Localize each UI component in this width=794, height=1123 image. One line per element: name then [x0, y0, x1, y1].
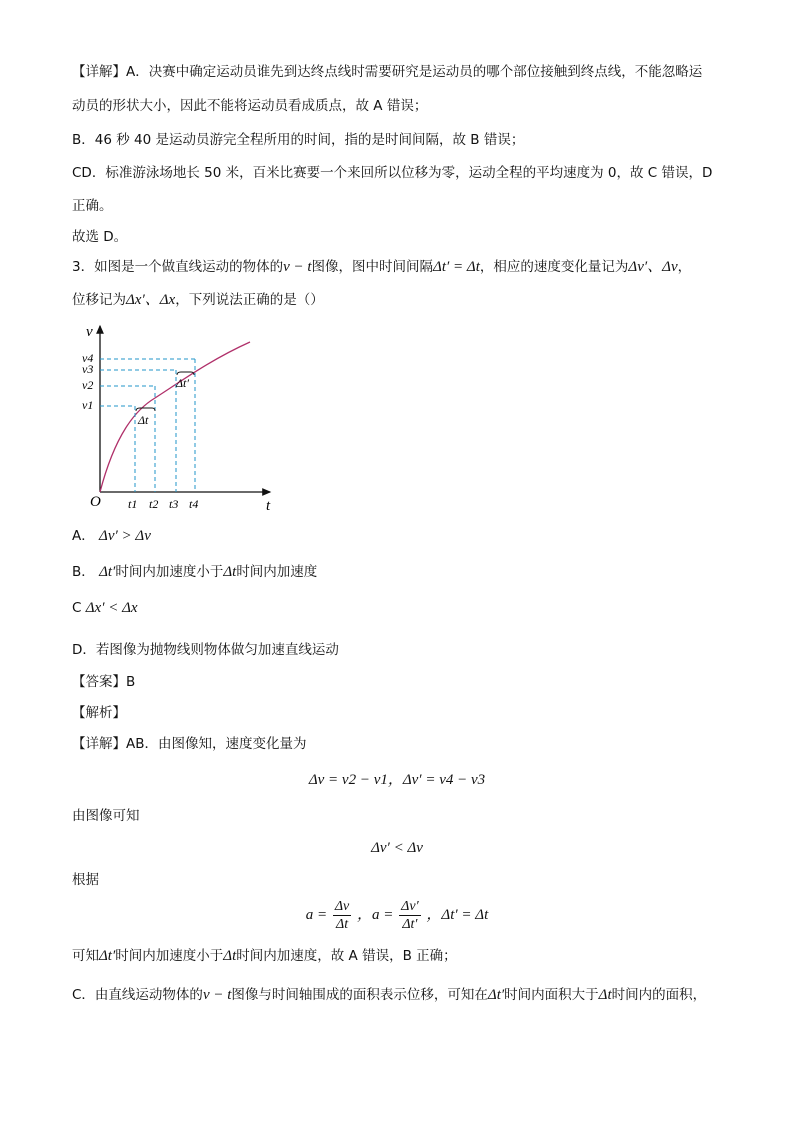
brace-dtp-label: Δt′	[176, 376, 190, 390]
equation-delta-v: Δv = v2 − v1，Δv′ = v4 − v3	[308, 772, 486, 788]
equation-dv-compare: Δv′ < Δv	[371, 840, 423, 856]
paragraph-detail-a: 【详解】A．决赛中确定运动员谁先到达终点线时需要研究是运动员的哪个部位接触到终点线，不能忽略运	[72, 64, 703, 80]
option-c: C Δx′ < Δx	[72, 600, 138, 616]
option-b: B． Δt′时间内加速度小于Δt时间内加速度	[72, 564, 318, 580]
v4-label: v4	[82, 351, 94, 365]
paragraph-detail-b: B．46 秒 40 是运动员游完全程所用的时间，指的是时间间隔，故 B 错误；	[72, 132, 525, 148]
axis-v-label: v	[86, 324, 93, 340]
v3-label: v3	[82, 362, 94, 376]
detail-ab: 【详解】AB．由图像知，速度变化量为	[72, 736, 307, 752]
t4-label: t4	[189, 497, 199, 511]
detail-from-graph: 由图像可知	[72, 808, 140, 824]
analysis-heading: 【解析】	[72, 705, 126, 721]
velocity-curve	[100, 342, 250, 492]
detail-c: C．由直线运动物体的v − t图像与时间轴围成的面积表示位移，可知在Δt′时间内面积大于Δt时间内的面积，	[72, 987, 707, 1003]
paragraph-detail-cd-cont: 正确。	[72, 198, 113, 214]
detail-according: 根据	[72, 872, 99, 888]
paragraph-detail-cd: CD．标准游泳场地长 50 米，百米比赛要一个来回所以位移为零，运动全程的平均速度为 0，故 C 错误，D	[72, 165, 713, 181]
option-d: D．若图像为抛物线则物体做匀加速直线运动	[72, 642, 339, 658]
option-a: A． Δv′ > Δv	[72, 528, 151, 544]
t1-label: t1	[128, 497, 138, 511]
t3-label: t3	[169, 497, 179, 511]
t2-label: t2	[149, 497, 159, 511]
v2-label: v2	[82, 378, 94, 392]
origin-label: O	[90, 494, 101, 510]
paragraph-detail-a-cont: 动员的形状大小，因此不能将运动员看成质点，故 A 错误；	[72, 98, 428, 114]
v1-label: v1	[82, 398, 94, 412]
axis-t-label: t	[266, 498, 271, 514]
equation-acceleration: a = $\frac{\Delta v}{\Delta t}$ ，a = $\frac{\Delta v'}{\Delta t'}$ ，Δt′ = Δt	[305, 899, 489, 933]
question-3-stem-cont: 位移记为Δx′、Δx，下列说法正确的是（）	[72, 292, 324, 308]
detail-conclusion-ab: 可知Δt′时间内加速度小于Δt时间内加速度，故 A 错误，B 正确；	[72, 948, 457, 964]
brace-dt-label: Δt	[138, 413, 149, 427]
fraction-a: $\frac{\Delta v}{\Delta t}$	[334, 899, 350, 933]
vt-graph-figure	[80, 320, 290, 520]
fraction-a-prime: $\frac{\Delta v'}{\Delta t'}$	[401, 899, 419, 933]
answer-line: 【答案】B	[72, 674, 136, 690]
question-3-stem: 3．如图是一个做直线运动的物体的v − t图像，图中时间间隔Δt′ = Δt，相应的速度变化量记为Δv′、Δv，	[72, 259, 692, 275]
paragraph-choose-d: 故选 D。	[72, 229, 128, 245]
